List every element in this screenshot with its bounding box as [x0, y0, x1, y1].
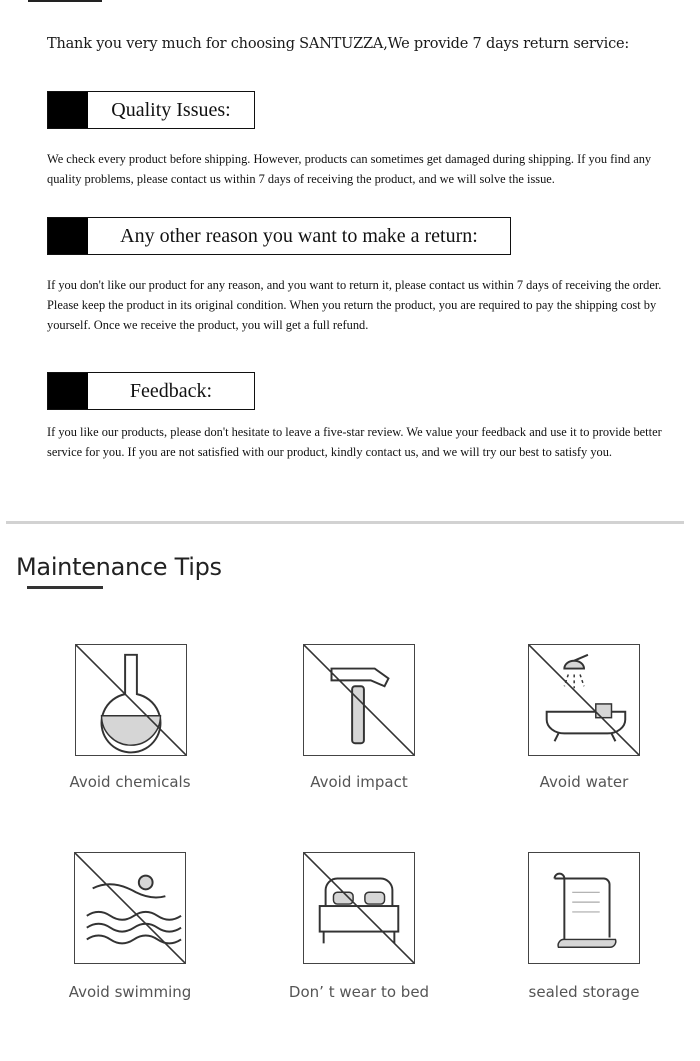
bathtub-shower-icon — [529, 645, 639, 755]
heading-marker — [48, 218, 88, 254]
hammer-icon — [304, 645, 414, 755]
tip-label: sealed storage — [528, 983, 640, 1001]
section-divider — [6, 521, 684, 524]
tip-label: Avoid swimming — [68, 983, 192, 1001]
tip-icon-box — [303, 852, 415, 964]
heading-marker — [48, 373, 88, 409]
section-heading-feedback — [47, 372, 255, 410]
tip-icon-box — [528, 644, 640, 756]
section-heading-quality — [47, 91, 255, 129]
section-title: Any other reason you want to make a return: — [120, 224, 478, 247]
tip-label: Avoid chemicals — [69, 773, 191, 791]
tip-label: Don’ t wear to bed — [288, 983, 430, 1001]
maintenance-title: Maintenance Tips — [16, 553, 222, 581]
return-intro: Thank you very much for choosing SANTUZZA,We provide 7 days return service: — [47, 36, 630, 52]
tip-icon-box — [75, 644, 187, 756]
swimmer-icon — [75, 853, 185, 963]
flask-icon — [76, 645, 186, 755]
section-title: Quality Issues: — [111, 98, 231, 121]
top-divider — [28, 0, 102, 2]
section-text-other-reason: If you don't like our product for any reason, and you want to return it, please contact us within 7 days of receiving the order. Please keep the product in its original condition. When you return the product, you are required to pay the shipping cost by yourself. Once we receive the product, you will get a full refund. — [47, 278, 662, 332]
tip-icon-box — [528, 852, 640, 964]
scroll-icon — [529, 853, 639, 963]
bed-icon — [304, 853, 414, 963]
tip-label: Avoid water — [539, 773, 629, 791]
tip-icon-box — [303, 644, 415, 756]
section-heading-other-reason — [47, 217, 511, 255]
maintenance-title-underline — [27, 586, 103, 589]
section-text-feedback: If you like our products, please don't hesitate to leave a five-star review. We value your feedback and use it to provide better service for you. If you are not satisfied with our product, kindly contact us, and we will try our best to satisfy you. — [47, 425, 662, 459]
section-text-quality: We check every product before shipping. However, products can sometimes get damaged during shipping. If you find any quality problems, please contact us within 7 days of receiving the product, and we will solve the issue. — [47, 152, 652, 186]
tip-icon-box — [74, 852, 186, 964]
heading-marker — [48, 92, 88, 128]
tip-label: Avoid impact — [310, 773, 408, 791]
section-title: Feedback: — [129, 379, 213, 402]
